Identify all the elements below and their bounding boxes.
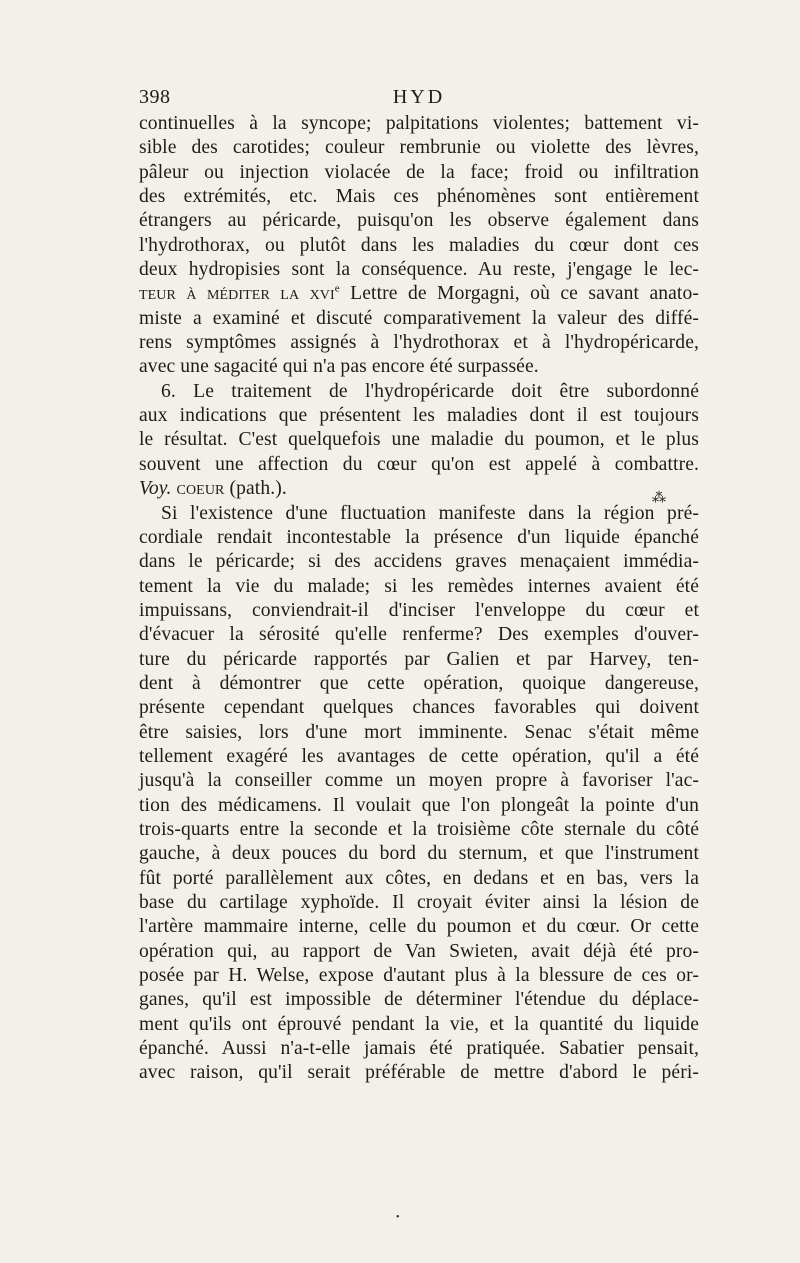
text-line: dent à démontrer que cette opération, quoique dangereuse,: [139, 672, 699, 694]
text-line: ganes, qu'il est impossible de déterminer l'étendue du déplace-: [139, 989, 699, 1011]
text-line: continuelles à la syncope; palpitations violentes; battement vi-: [139, 113, 699, 134]
text-fragment: Voy.: [139, 478, 172, 500]
text-line: tion des médicamens. Il voulait que l'on plongeât la pointe d'un: [139, 794, 699, 816]
text-line: deux hydropisies sont la conséquence. Au reste, j'engage le lec-: [139, 259, 699, 281]
printer-mark-icon: ⁂: [652, 491, 666, 506]
running-head: HYD: [392, 86, 446, 108]
text-line: Si l'existence d'une fluctuation manifeste dans la région pré-: [161, 502, 699, 524]
text-line: le résultat. C'est quelquefois une maladie du poumon, et le plus: [139, 429, 699, 451]
text-line: gauche, à deux pouces du bord du sternum, et que l'instrument: [139, 843, 699, 865]
text-line: [139, 282, 699, 306]
text-line: tement la vie du malade; si les remèdes internes avaient été: [139, 575, 699, 597]
text-line: base du cartilage xyphoïde. Il croyait éviter ainsi la lésion de: [139, 892, 699, 913]
text-line: jusqu'à la conseiller comme un moyen propre à favoriser l'ac-: [139, 770, 699, 792]
text-line: avec une sagacité qui n'a pas encore été surpassée.: [139, 356, 539, 378]
text-line: pâleur ou injection violacée de la face; froid ou infiltration: [139, 161, 699, 183]
superscript: e: [334, 282, 340, 295]
text-line: [139, 477, 699, 501]
text-line: l'artère mammaire interne, celle du poumon et du cœur. Or cette: [139, 916, 699, 938]
text-fragment: Lettre de Morgagni, où ce savant anato-: [339, 283, 699, 305]
text-line: cordiale rendait incontestable la présence d'un liquide épanché: [139, 526, 699, 548]
text-line: épanché. Aussi n'a-t-elle jamais été pratiquée. Sabatier pensait,: [139, 1038, 699, 1060]
text-line: des extrémités, etc. Mais ces phénomènes sont entièrement: [139, 186, 699, 208]
text-line: souvent une affection du cœur qu'on est appelé à combattre.: [139, 453, 699, 475]
page-number: 398: [139, 86, 171, 108]
text-line: tellement exagéré les avantages de cette opération, qu'il a été: [139, 745, 699, 767]
page-header: [139, 82, 699, 112]
text-line: d'évacuer la sérosité qu'elle renferme? Des exemples d'ouver-: [139, 624, 699, 646]
text-fragment: (path.).: [224, 478, 287, 500]
text-line: sible des carotides; couleur rembrunie ou violette des lèvres,: [139, 137, 699, 159]
text-line: posée par H. Welse, expose d'autant plus à la blessure de ces or-: [139, 965, 699, 987]
text-line: aux indications que présentent les maladies dont il est toujours: [139, 405, 699, 427]
text-line: avec raison, qu'il serait préférable de mettre d'abord le péri-: [139, 1062, 699, 1084]
text-line: l'hydrothorax, ou plutôt dans les maladies du cœur dont ces: [139, 234, 699, 256]
text-line: rens symptômes assignés à l'hydrothorax et à l'hydropéricarde,: [139, 332, 699, 354]
page-speck-icon: •: [396, 1212, 400, 1223]
text-line: étrangers au péricarde, puisqu'on les observe également dans: [139, 210, 699, 232]
text-fragment: teur à méditer la xvi: [139, 283, 335, 305]
text-line: être saisies, lors d'une mort imminente. Senac s'était même: [139, 721, 699, 743]
text-fragment: coeur: [176, 478, 225, 500]
text-line: ture du péricarde rapportés par Galien et par Harvey, ten-: [139, 648, 699, 670]
text-line: ment qu'ils ont éprouvé pendant la vie, et la quantité du liquide: [139, 1013, 699, 1035]
text-line: 6. Le traitement de l'hydropéricarde doit être subordonné: [161, 380, 699, 402]
text-line: opération qui, au rapport de Van Swieten, avait déjà été pro-: [139, 940, 699, 962]
text-line: présente cependant quelques chances favorables qui doivent: [139, 697, 699, 719]
text-line: fût porté parallèlement aux côtes, en dedans et en bas, vers la: [139, 867, 699, 889]
text-line: dans le péricarde; si des accidens graves menaçaient immédia-: [139, 551, 699, 573]
text-line: miste a examiné et discuté comparativement la valeur des diffé-: [139, 307, 699, 329]
text-line: impuissans, conviendrait-il d'inciser l'enveloppe du cœur et: [139, 599, 699, 621]
text-line: trois-quarts entre la seconde et la troisième côte sternale du côté: [139, 818, 699, 840]
body-text: [139, 112, 699, 1086]
